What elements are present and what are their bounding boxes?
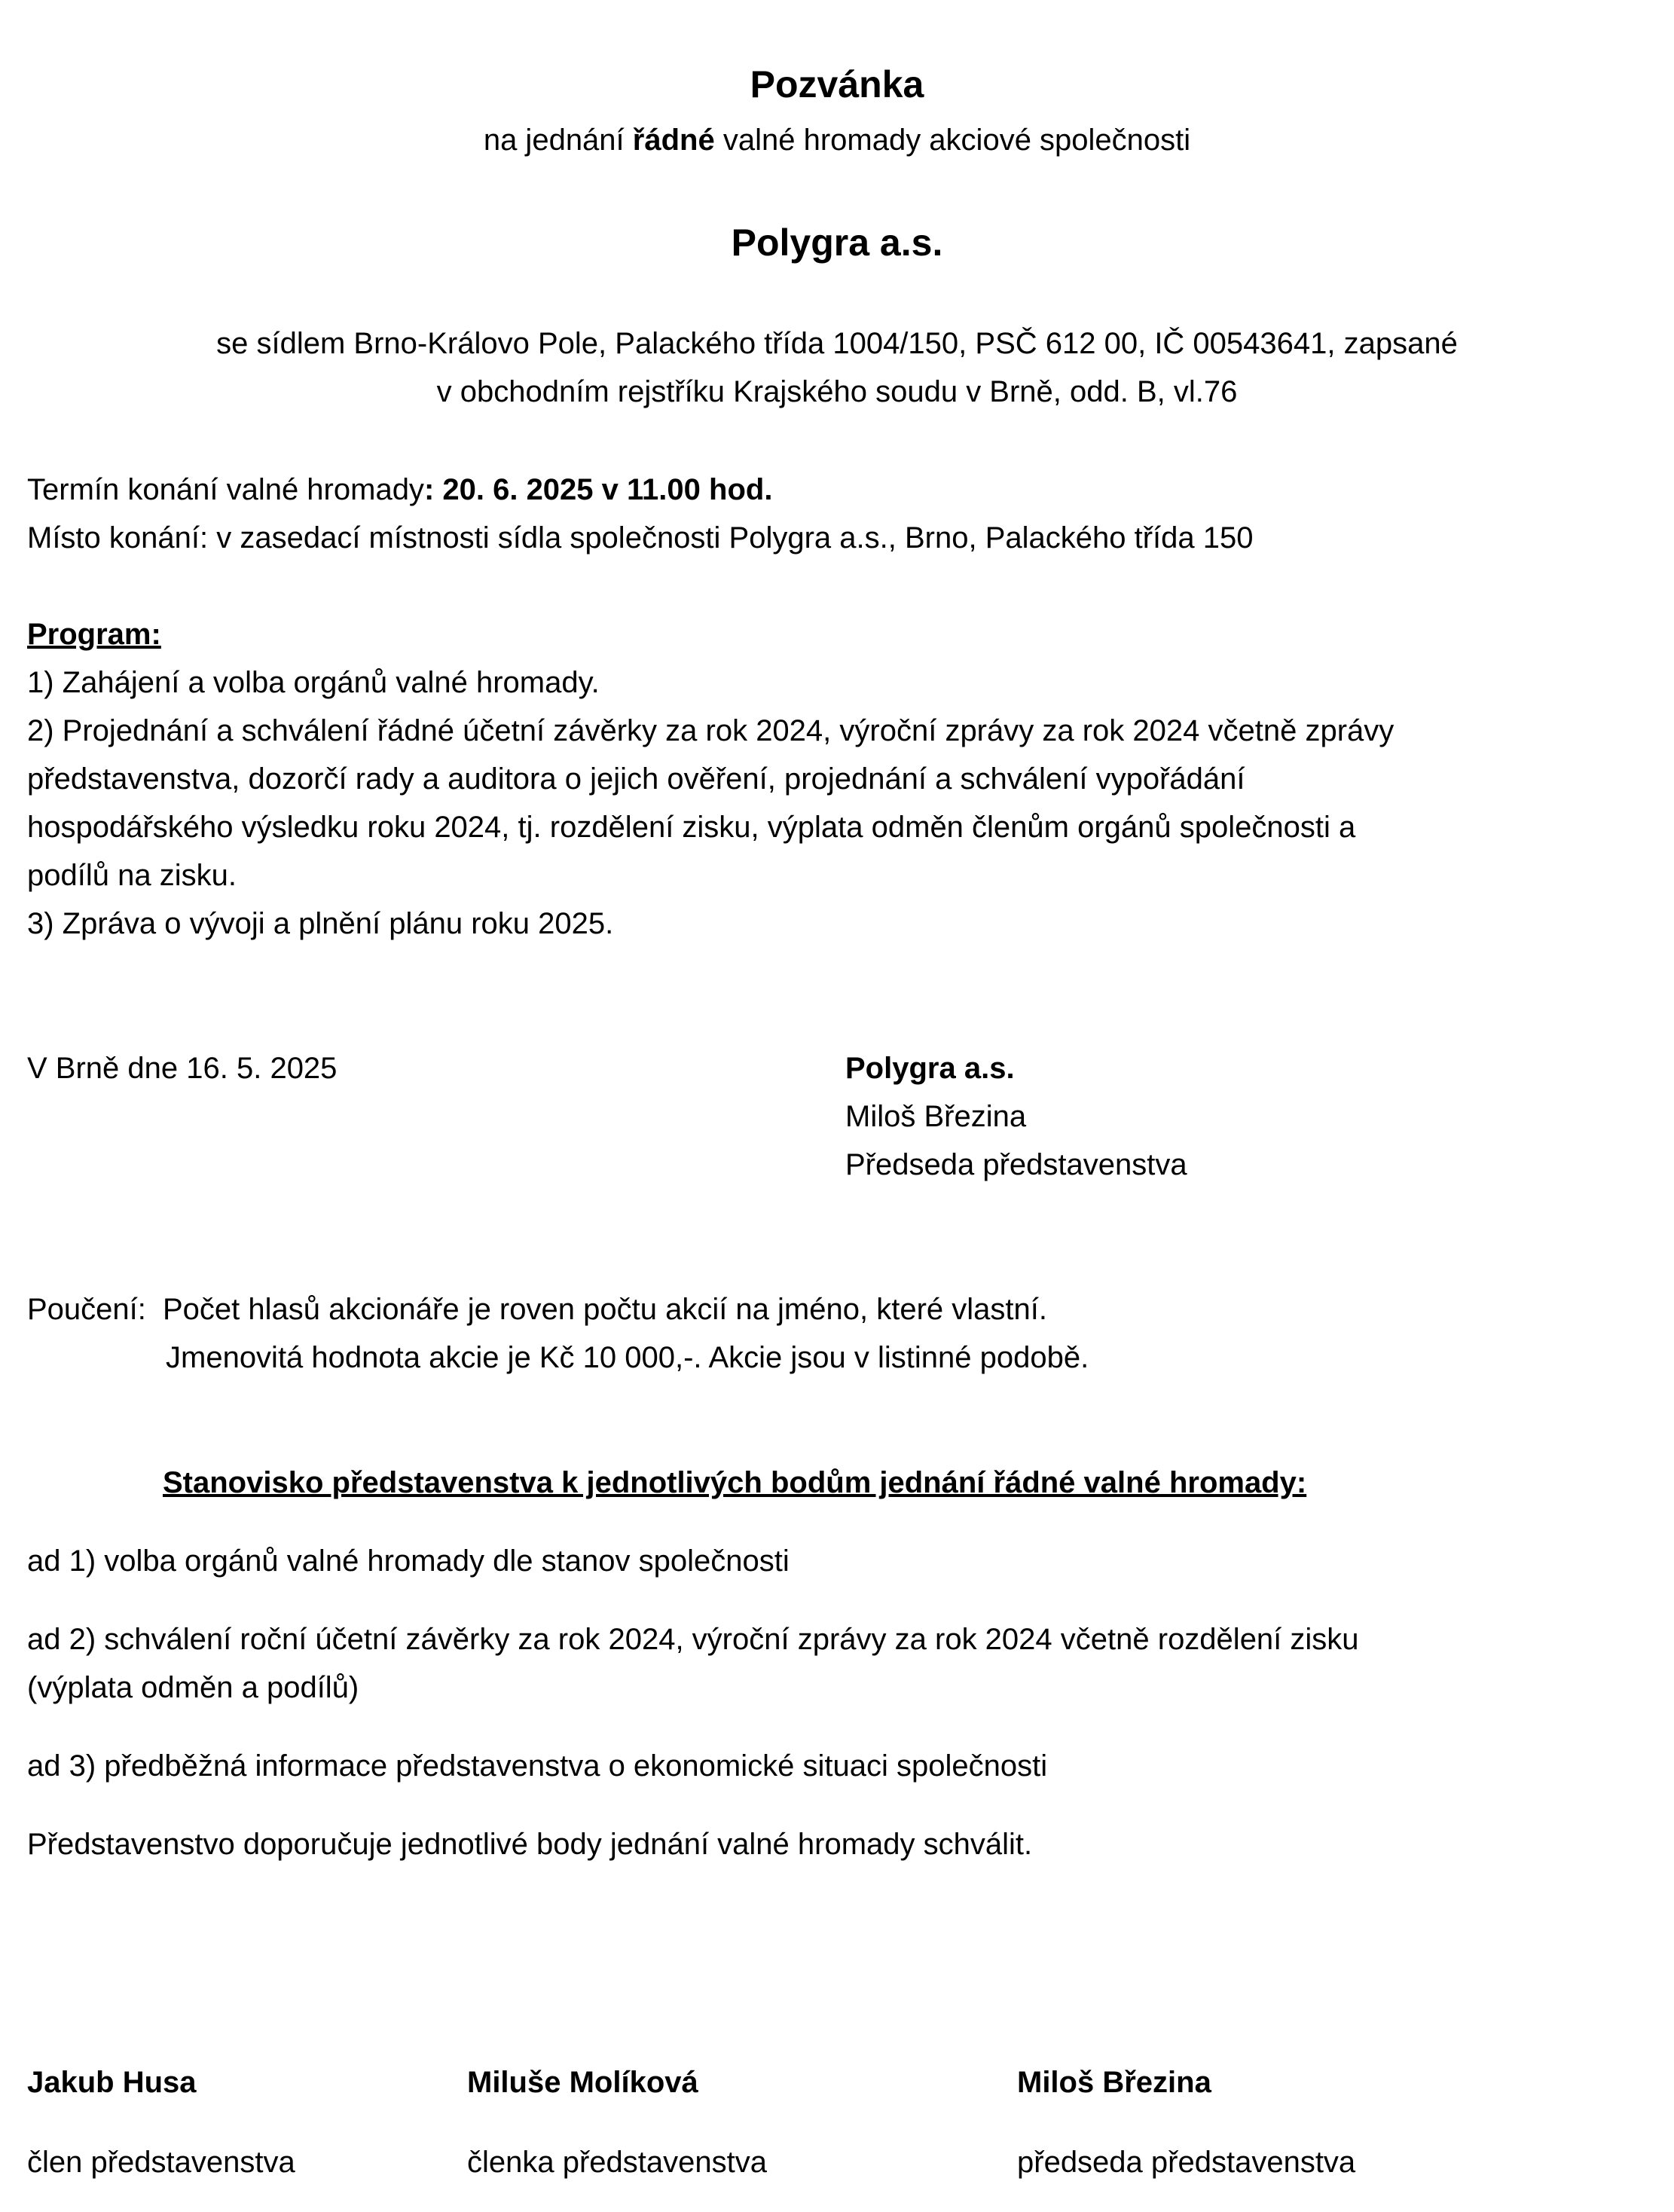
signature-role: Předseda představenstva	[845, 1148, 1187, 1181]
company-name: Polygra a.s.	[731, 222, 943, 264]
program-line: 2) Projednání a schválení řádné účetní závěrky za rok 2024, výroční zprávy za rok 2024 včetně zprávy	[27, 714, 1394, 747]
program-heading: Program:	[27, 618, 161, 651]
notice-line2: Jmenovitá hodnota akcie je Kč 10 000,-. Akcie jsou v listinné podobě.	[166, 1341, 1089, 1374]
notice-line1: Počet hlasů akcionáře je roven počtu akcií na jméno, které vlastní.	[163, 1293, 1047, 1326]
notice-label: Poučení:	[27, 1293, 146, 1326]
signatory-name: Miluše Molíková	[467, 2066, 698, 2099]
board-position-heading: Stanovisko představenstva k jednotlivých bodům jednání řádné valné hromady:	[163, 1466, 1307, 1499]
program-line: 1) Zahájení a volba orgánů valné hromady.	[27, 666, 600, 699]
meeting-place: Místo konání: v zasedací místnosti sídla společnosti Polygra a.s., Brno, Palackého třída 150	[27, 521, 1254, 555]
signatory-name: Jakub Husa	[27, 2066, 197, 2099]
board-position-ad2-line2: (výplata odměn a podílů)	[27, 1671, 359, 1704]
signature-name: Miloš Březina	[845, 1100, 1027, 1133]
subtitle-bold: řádné	[632, 124, 715, 157]
program-line: podílů na zisku.	[27, 859, 237, 892]
meeting-term-value: : 20. 6. 2025 v 11.00 hod.	[423, 473, 773, 506]
signature-company: Polygra a.s.	[845, 1052, 1015, 1085]
place-date: V Brně dne 16. 5. 2025	[27, 1052, 338, 1085]
subtitle-post: valné hromady akciové společnosti	[714, 124, 1191, 157]
document-subtitle	[0, 122, 1674, 158]
program-line: 3) Zpráva o vývoji a plnění plánu roku 2025.	[27, 907, 614, 940]
signatory-role: předseda představenstva	[1017, 2146, 1356, 2179]
signatory-name: Miloš Březina	[1017, 2066, 1211, 2099]
board-position-ad3: ad 3) předběžná informace představenstva o ekonomické situaci společnosti	[27, 1749, 1048, 1783]
board-recommendation: Představenstvo doporučuje jednotlivé body jednání valné hromady schválit.	[27, 1828, 1033, 1861]
meeting-term	[27, 472, 772, 508]
board-position-ad1: ad 1) volba orgánů valné hromady dle stanov společnosti	[27, 1544, 790, 1578]
company-address-line2: v obchodním rejstříku Krajského soudu v Brně, odd. B, vl.76	[436, 375, 1238, 408]
signatory-role: člen představenstva	[27, 2146, 295, 2179]
signatory-role: členka představenstva	[467, 2146, 768, 2179]
company-address-line1: se sídlem Brno-Královo Pole, Palackého třída 1004/150, PSČ 612 00, IČ 00543641, zapsané	[216, 327, 1458, 360]
program-line: hospodářského výsledku roku 2024, tj. rozdělení zisku, výplata odměn členům orgánů společnosti a	[27, 811, 1356, 844]
subtitle-pre: na jednání	[483, 124, 633, 157]
meeting-term-label: Termín konání valné hromady	[27, 473, 424, 506]
program-line: představenstva, dozorčí rady a auditora o jejich ověření, projednání a schválení vypořádání	[27, 762, 1245, 796]
document-title: Pozvánka	[750, 63, 924, 105]
board-position-ad2-line1: ad 2) schválení roční účetní závěrky za rok 2024, výroční zprávy za rok 2024 včetně rozdělení zisku	[27, 1623, 1359, 1656]
